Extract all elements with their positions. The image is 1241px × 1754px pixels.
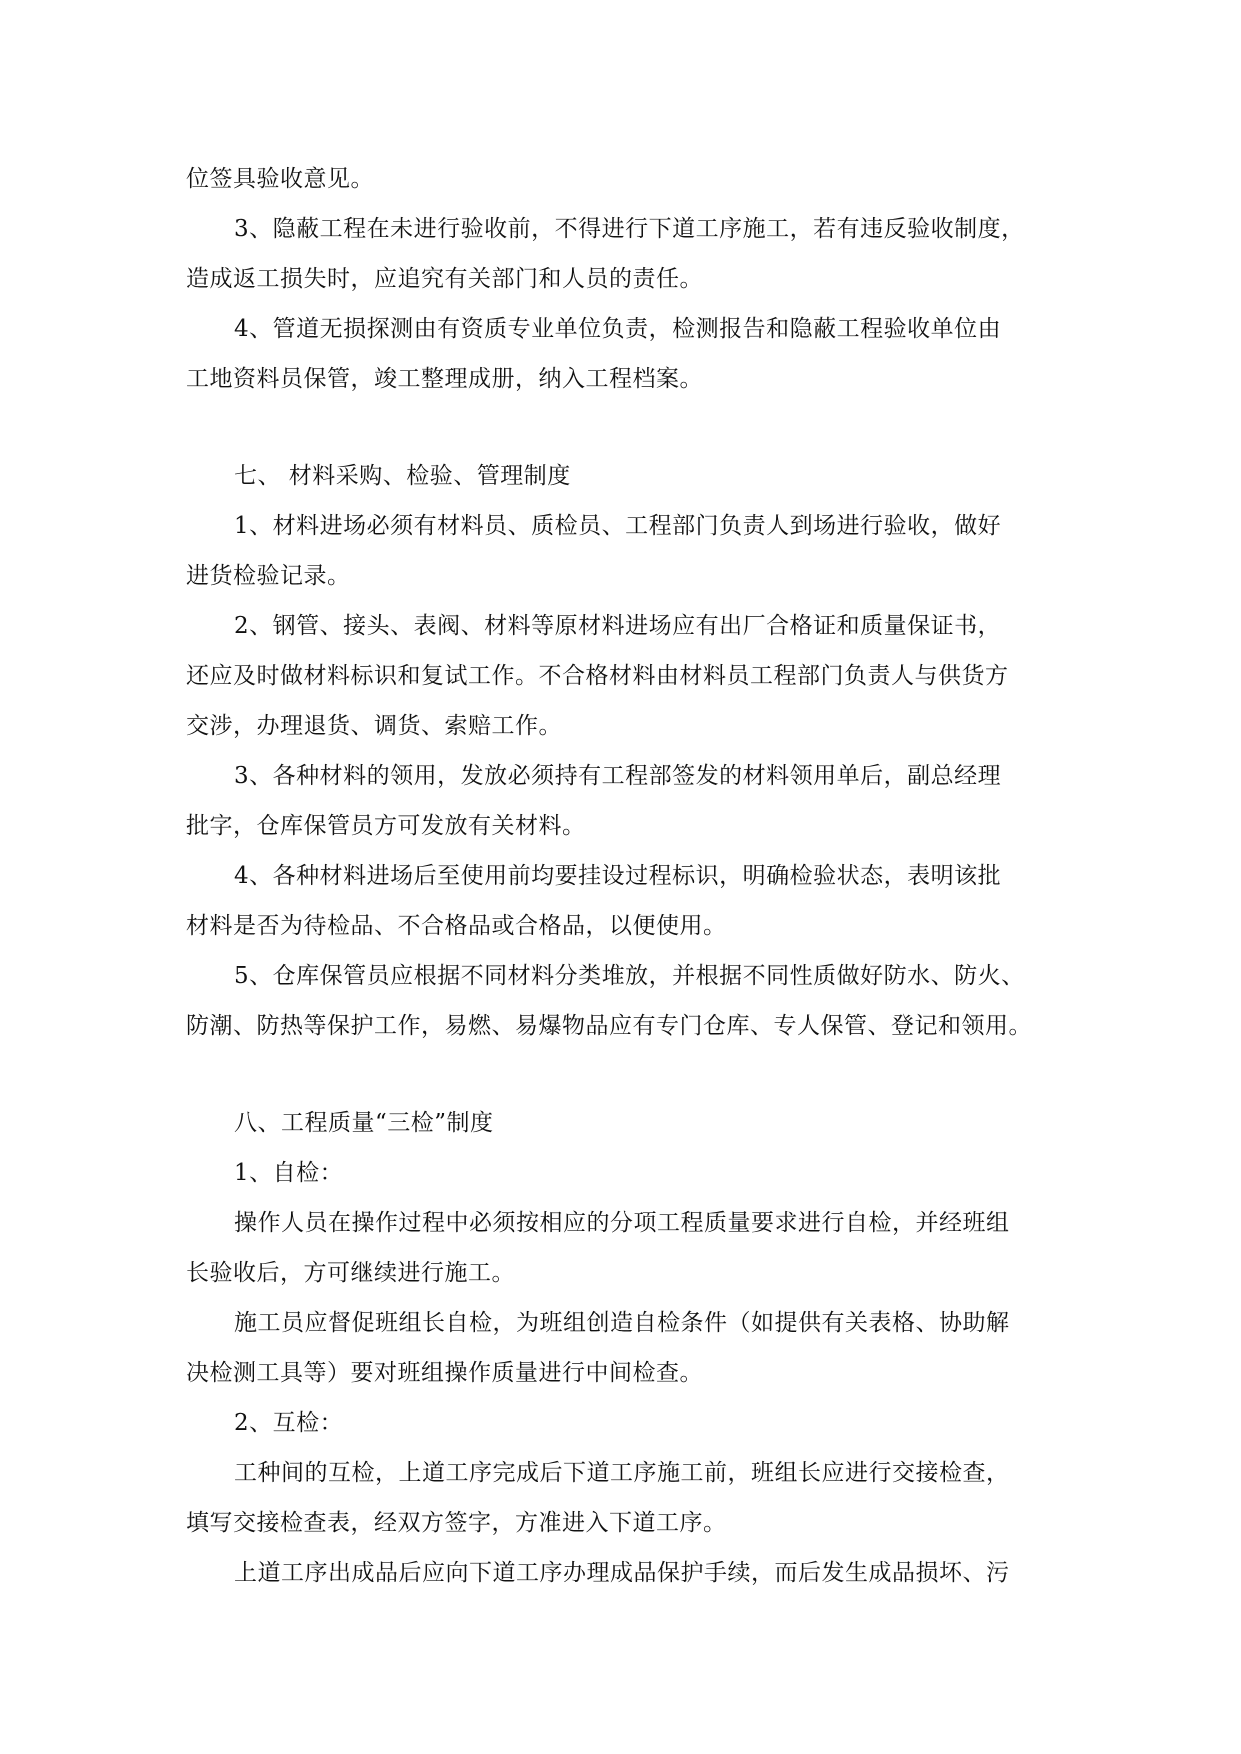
- text-line: 3、各种材料的领用，发放必须持有工程部签发的材料领用单后，副总经理: [234, 763, 1002, 789]
- text-line: 3、隐蔽工程在未进行验收前，不得进行下道工序施工，若有违反验收制度，: [234, 216, 1025, 242]
- text-line: 施工员应督促班组长自检，为班组创造自检条件（如提供有关表格、协助解: [234, 1310, 1010, 1336]
- text-line: 5、仓库保管员应根据不同材料分类堆放，并根据不同性质做好防水、防火、: [234, 963, 1025, 989]
- text-line: 位签具验收意见。: [186, 166, 374, 192]
- text-line: 造成返工损失时，应追究有关部门和人员的责任。: [186, 266, 703, 292]
- text-line: 填写交接检查表，经双方签字，方准进入下道工序。: [186, 1510, 727, 1536]
- text-line: 操作人员在操作过程中必须按相应的分项工程质量要求进行自检，并经班组: [234, 1210, 1010, 1236]
- section-spacer: [186, 404, 1056, 451]
- text-line: 上道工序出成品后应向下道工序办理成品保护手续，而后发生成品损坏、污: [234, 1560, 1010, 1586]
- text-line: 防潮、防热等保护工作，易燃、易爆物品应有专门仓库、专人保管、登记和领用。: [186, 1013, 1032, 1039]
- text-line: 4、管道无损探测由有资质专业单位负责，检测报告和隐蔽工程验收单位由: [234, 316, 1002, 342]
- document-body: [186, 154, 1056, 1598]
- text-line: 交涉，办理退货、调货、索赔工作。: [186, 713, 562, 739]
- text-line: 工种间的互检，上道工序完成后下道工序施工前，班组长应进行交接检查，: [234, 1460, 1010, 1486]
- text-line: 决检测工具等）要对班组操作质量进行中间检查。: [186, 1360, 703, 1386]
- text-line: 4、各种材料进场后至使用前均要挂设过程标识，明确检验状态，表明该批: [234, 863, 1002, 889]
- section-heading: 八、工程质量“三检”制度: [234, 1110, 494, 1136]
- text-line: 1、材料进场必须有材料员、质检员、工程部门负责人到场进行验收，做好: [234, 513, 1002, 539]
- text-line: 2、钢管、接头、表阀、材料等原材料进场应有出厂合格证和质量保证书，: [234, 613, 1002, 639]
- text-line: 进货检验记录。: [186, 563, 351, 589]
- text-line: 长验收后，方可继续进行施工。: [186, 1260, 515, 1286]
- text-line: 材料是否为待检品、不合格品或合格品，以便使用。: [186, 913, 727, 939]
- text-line: 工地资料员保管，竣工整理成册，纳入工程档案。: [186, 366, 703, 392]
- section-spacer: [186, 1051, 1056, 1098]
- section-heading: 七、 材料采购、检验、管理制度: [234, 463, 571, 489]
- text-line: 批字，仓库保管员方可发放有关材料。: [186, 813, 586, 839]
- subsection-title: 1、自检：: [234, 1160, 344, 1186]
- subsection-title: 2、互检：: [234, 1410, 344, 1436]
- text-line: 还应及时做材料标识和复试工作。不合格材料由材料员工程部门负责人与供货方: [186, 663, 1009, 689]
